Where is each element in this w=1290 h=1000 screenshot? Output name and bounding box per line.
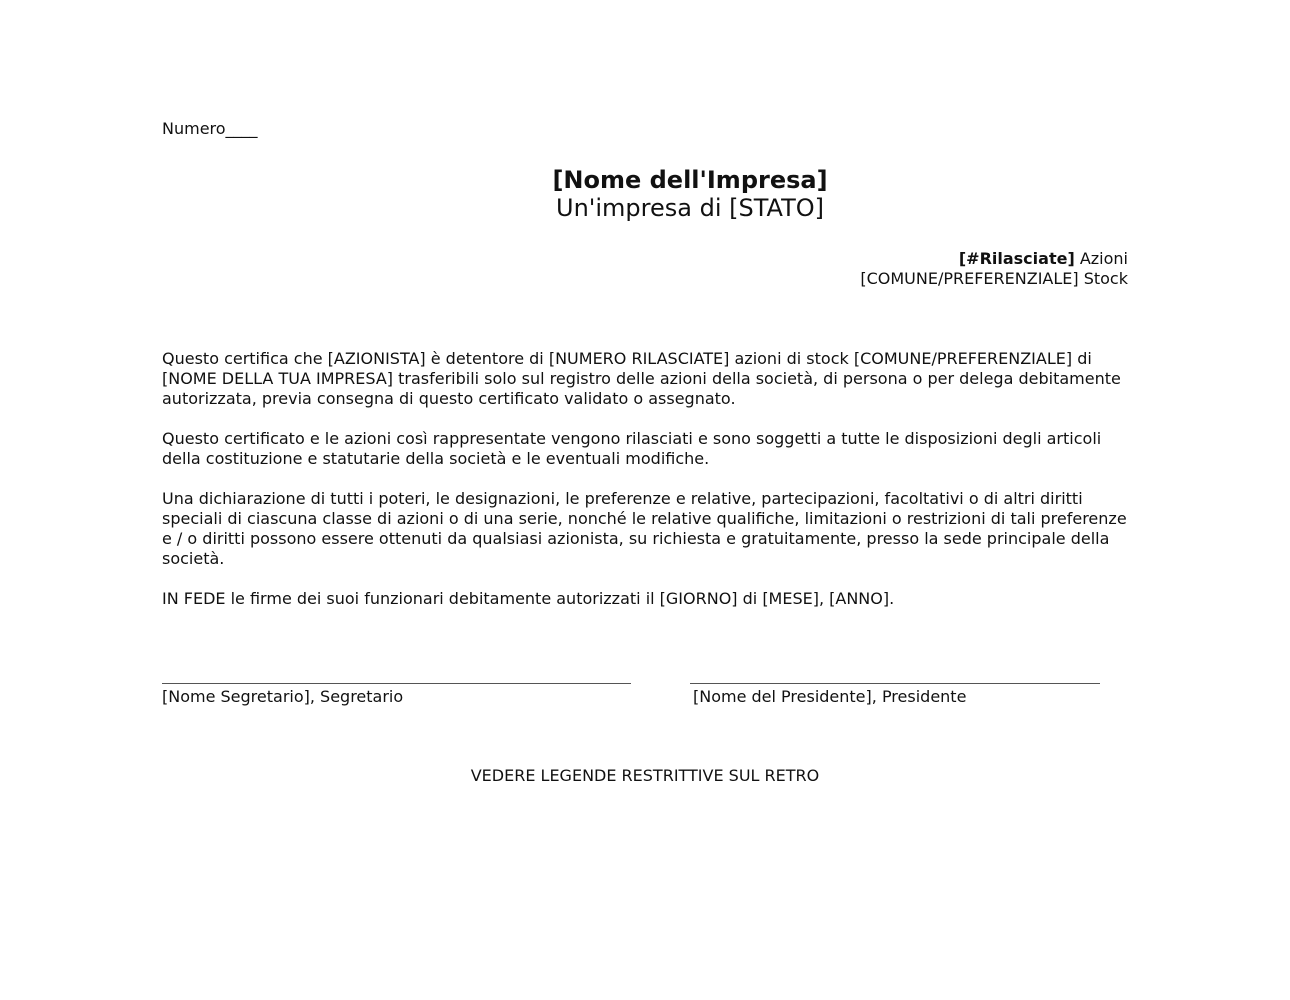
company-state: Un'impresa di [STATO] (556, 194, 824, 222)
paragraph-rights-statement: Una dichiarazione di tutti i poteri, le designazioni, le preferenze e relative, partecipazioni, facoltativi o di altri diritti speciali di ciascuna classe di azioni o di una serie, nonché le relative qualifiche, limitazioni o restrizioni di tali preferenze e / o diritti possono essere ottenuti da qualsiasi azionista, su richiesta e gratuitamente, presso la sede principale della società. (162, 489, 1127, 568)
paragraph-certification: Questo certifica che [AZIONISTA] è detentore di [NUMERO RILASCIATE] azioni di stock [COMUNE/PREFERENZIALE] di [NOME DELLA TUA IMPRESA] trasferibili solo sul registro delle azioni della società, di persona o per delega debitamente autorizzata, previa consegna di questo certificato validato o assegnato. (162, 349, 1121, 408)
issued-shares-count: [#Rilasciate] (958, 249, 1075, 268)
president-signature-block (690, 683, 1100, 707)
company-name: [Nome dell'Impresa] (552, 166, 828, 194)
issued-shares-suffix: Azioni (1074, 249, 1128, 268)
president-signature-line (690, 683, 1100, 684)
restrictive-legend-notice: VEDERE LEGENDE RESTRITTIVE SUL RETRO (470, 766, 820, 785)
company-header (0, 166, 1290, 222)
certificate-body (162, 349, 1132, 629)
paragraph-provisions: Questo certificato e le azioni così rappresentate vengono rilasciati e sono soggetti a tutte le disposizioni degli articoli della costituzione e statutarie della società e le eventuali modifiche. (162, 429, 1102, 468)
shares-block (860, 249, 1128, 289)
president-signature-label: [Nome del Presidente], Presidente (693, 687, 967, 706)
secretary-signature-block (162, 683, 631, 707)
secretary-signature-line (162, 683, 631, 684)
issued-shares-line (860, 249, 1128, 269)
stock-type-line: [COMUNE/PREFERENZIALE] Stock (860, 269, 1128, 288)
certificate-number-label: Numero____ (162, 119, 258, 138)
secretary-signature-label: [Nome Segretario], Segretario (162, 687, 404, 706)
paragraph-witness: IN FEDE le firme dei suoi funzionari debitamente autorizzati il [GIORNO] di [MESE], [ANNO]. (162, 589, 895, 608)
